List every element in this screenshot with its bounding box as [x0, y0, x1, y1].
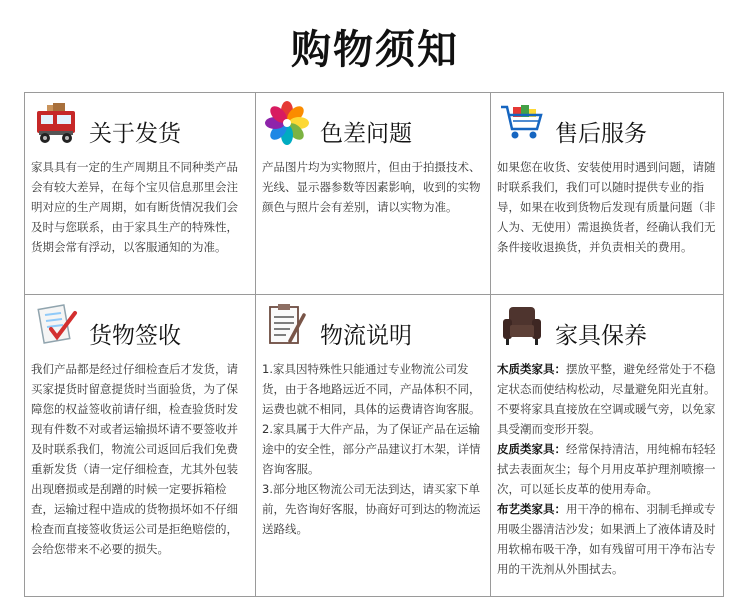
section-title: 物流说明	[320, 323, 412, 349]
info-grid	[24, 92, 724, 597]
section-title: 售后服务	[555, 121, 647, 147]
page-title: 购物须知	[291, 27, 459, 73]
section-body	[262, 157, 484, 217]
section-header	[262, 93, 484, 157]
care-item-label: 皮质类家具：	[497, 442, 566, 456]
section-after-sales	[491, 93, 725, 294]
section-header	[31, 93, 249, 157]
care-item-text: 经常保持清洁，用纯棉布轻轻拭去表面灰尘；每个月用皮革护理剂喷擦一次，可以延长皮革的使用寿命。	[497, 442, 716, 496]
section-title: 关于发货	[89, 121, 181, 147]
care-item	[497, 499, 719, 579]
care-item-label: 布艺类家具：	[497, 502, 566, 516]
section-body	[262, 359, 484, 539]
section-body	[497, 359, 719, 579]
paragraph: 3.部分地区物流公司无法到达，请买家下单前，先咨询好客服，协商好可到达的物流运送路线。	[262, 482, 481, 536]
section-title: 家具保养	[555, 323, 647, 349]
checklist-icon	[33, 303, 79, 347]
paragraph: 产品图片均为实物照片，但由于拍摄技术、光线、显示器参数等因素影响，收到的实物颜色与照片会有差别，请以实物为准。	[262, 160, 481, 214]
clipboard-pen-icon	[264, 303, 310, 347]
section-header	[497, 295, 719, 359]
color-palette-icon	[264, 101, 310, 145]
section-furniture-care	[491, 295, 725, 598]
section-header	[31, 295, 249, 359]
section-body	[31, 359, 249, 559]
section-body	[31, 157, 249, 257]
paragraph: 如果您在收货、安装使用时遇到问题，请随时联系我们，我们可以随时提供专业的指导，如果在收到货物后发现有质量问题（非人为、无使用）需退换货者，经确认我们无条件接收退换货，并负责相关的费用。	[497, 160, 716, 254]
paragraph: 2.家具属于大件产品，为了保证产品在运输途中的安全性，部分产品建议打木架，详情咨询客服。	[262, 422, 481, 476]
section-title: 色差问题	[320, 121, 412, 147]
paragraph: 家具具有一定的生产周期且不同种类产品会有较大差异，在每个宝贝信息那里会注明对应的生产周期，如有断货情况我们会及时与您联系，由于家具生产的特殊性，货期会常有浮动，以客服通知的为准。	[31, 160, 238, 254]
section-receipt	[25, 295, 255, 598]
care-item	[497, 359, 719, 439]
shopping-cart-icon	[499, 101, 545, 145]
care-item-text: 用干净的棉布、羽制毛掸或专用吸尘器清洁沙发；如果洒上了液体请及时用软棉布吸干净，如有残留可用干净布沾专用的干洗剂从外围拭去。	[497, 502, 716, 576]
care-item-label: 木质类家具：	[497, 362, 566, 376]
section-logistics	[256, 295, 490, 598]
section-header	[497, 93, 719, 157]
section-body	[497, 157, 719, 257]
paragraph: 1.家具因特殊性只能通过专业物流公司发货，由于各地路远近不同，产品体积不同，运费也就不相同，具体的运费请咨询客服。	[262, 362, 481, 416]
paragraph: 我们产品都是经过仔细检查后才发货，请买家提货时留意提货时当面验货，为了保障您的权益签收前请仔细，检查验货时发现有件数不对或者运输损坏请不要签收并及时联系我们，物流公司返回后我们免费重新发货（请一定仔细检查，尤其外包装出现磨损或是刮蹭的时候一定要拆箱检查，运输过程中造成的货物损坏如不仔细检查而直接签收货运公司是拒绝赔偿的，会给您带来不必要的损失。	[31, 362, 238, 556]
armchair-icon	[499, 303, 545, 347]
care-item	[497, 439, 719, 499]
delivery-truck-icon	[33, 101, 79, 145]
section-header	[262, 295, 484, 359]
section-delivery	[25, 93, 255, 294]
section-title: 货物签收	[89, 323, 181, 349]
section-color-difference	[256, 93, 490, 294]
care-item-text: 摆放平整，避免经常处于不稳定状态而使结构松动，尽量避免阳光直射。不要将家具直接放在空调或暖气旁，以免家具受潮而变形开裂。	[497, 362, 716, 436]
